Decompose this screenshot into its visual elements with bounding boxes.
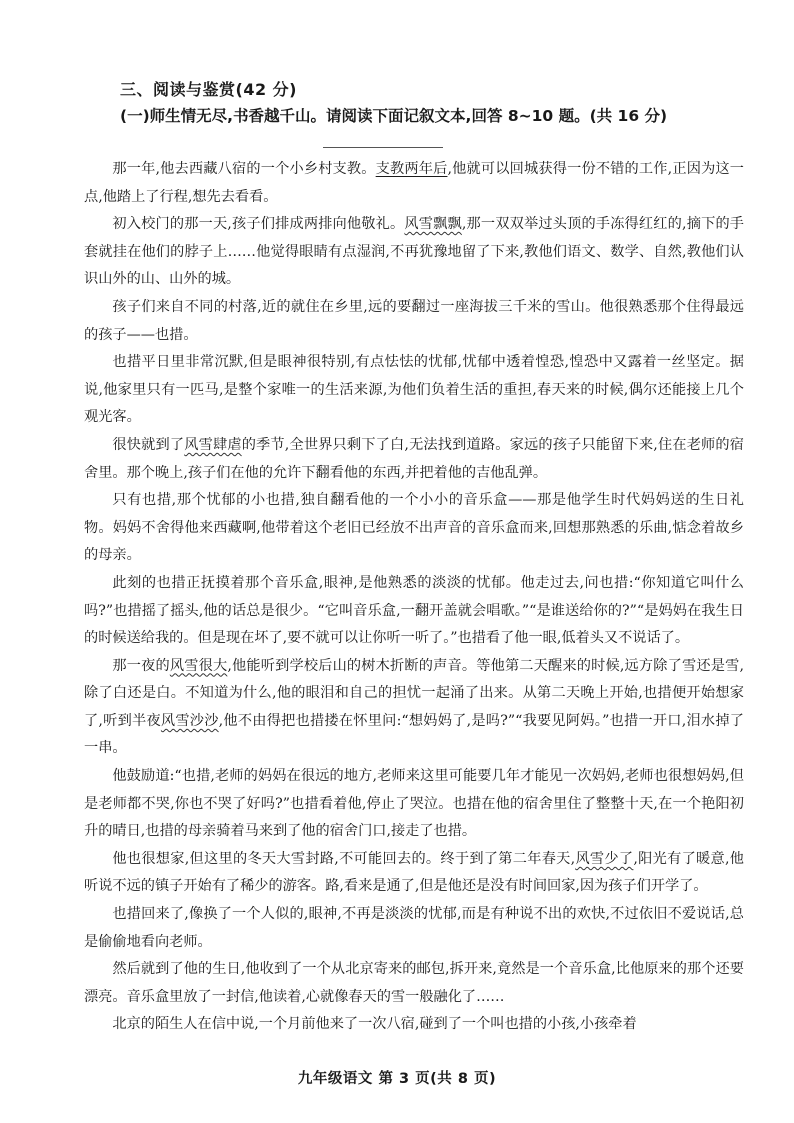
section-title: 三、阅读与鉴赏(42 分)	[120, 80, 297, 99]
text-run: ,那一双双举过头顶的手冻得红红的,摘下的手套就挂在他们的脖子上……他觉得眼睛有点湿润,不再犹豫地留了下来,教他们语文、数学、自然,教他们认识山外的山、山外的城。	[84, 216, 744, 288]
text-run: 初入校门的那一天,孩子们排成两排向他敬礼。	[112, 216, 405, 233]
wavy-underlined-phrase: 风雪少了	[575, 850, 634, 867]
text-run: 那一夜的	[112, 657, 170, 674]
paragraph-8	[84, 653, 744, 763]
text-run: ,阳光有了暖意,他听说不远的镇子开始有了稀少的游客。路,看来是通了,但是他还是没有时间回家,因为孩子们开学了。	[84, 850, 744, 895]
paragraph-10	[84, 846, 744, 901]
underlined-phrase: 支教两年后	[375, 161, 448, 177]
text-run: 他也很想家,但这里的冬天大雪封路,不可能回去的。终于到了第二年春天,	[112, 850, 576, 867]
wavy-underlined-phrase: 风雪肆虐	[184, 436, 242, 453]
passage	[84, 156, 744, 1039]
page-footer: 九年级语文 第 3 页(共 8 页)	[297, 1071, 497, 1087]
text-run: 的季节,全世界只剩下了白,无法找到道路。家远的孩子只能留下来,住在老师的宿舍里。那个晚上,孩子们在他的允许下翻看他的东西,并把着他的吉他乱弹。	[84, 436, 744, 481]
paragraph-9: 他鼓励道:“也措,老师的妈妈在很远的地方,老师来这里可能要几年才能见一次妈妈,老师也很想妈妈,但是老师都不哭,你也不哭了好吗?”也措看着他,停止了哭泣。也措在他的宿舍里住了整整十天,在一个艳阳初升的晴日,也措的母亲骑着马来到了他的宿舍门口,接走了也措。	[84, 768, 744, 840]
paragraph-1	[84, 156, 744, 211]
paragraph-2	[84, 211, 744, 294]
text-run: 那一年,他去西藏八宿的一个小乡村支教。	[112, 161, 376, 177]
paragraph-13: 北京的陌生人在信中说,一个月前他来了一次八宿,碰到了一个叫也措的小孩,小孩牵着	[112, 1016, 637, 1033]
text-run: ,他就可以回城获得一份不错的工作,正因为这一点,他踏上了行程,想先去看看。	[84, 161, 744, 205]
paragraph-4: 也措平日里非常沉默,但是眼神很特别,有点怯怯的忧郁,忧郁中透着惶恐,惶恐中又露着一丝坚定。据说,他家里只有一匹马,是整个家唯一的生活来源,为他们负着生活的重担,春天来的时候,偶尔还能接上几个观光客。	[84, 354, 744, 426]
title-divider	[323, 147, 443, 148]
paragraph-11: 也措回来了,像换了一个人似的,眼神,不再是淡淡的忧郁,而是有种说不出的欢快,不过依旧不爱说话,总是偷偷地看向老师。	[84, 906, 744, 950]
text-run: 很快就到了	[112, 436, 185, 453]
text-run: ,他不由得把也措搂在怀里问:“想妈妈了,是吗?”“我要见阿妈。”也措一开口,泪水掉了一串。	[84, 712, 744, 757]
paragraph-6: 只有也措,那个忧郁的小也措,独自翻看他的一个小小的音乐盒——那是他学生时代妈妈送的生日礼物。妈妈不舍得他来西藏啊,他带着这个老旧已经放不出声音的音乐盒而来,回想那熟悉的乐曲,惦念着故乡的母亲。	[84, 492, 744, 564]
wavy-underlined-phrase: 风雪飘飘	[404, 216, 462, 233]
paragraph-3: 孩子们来自不同的村落,近的就住在乡里,远的要翻过一座海拔三千米的雪山。他很熟悉那个住得最远的孩子——也措。	[84, 298, 744, 343]
text-run: ,他能听到学校后山的树木折断的声音。等他第二天醒来的时候,远方除了雪还是雪,除了白还是白。不知道为什么,他的眼泪和自己的担忧一起涌了出来。从第二天晚上开始,也措便开始想家了,听到半夜	[84, 657, 744, 729]
question-intro: (一)师生情无尽,书香越千山。请阅读下面记叙文本,回答 8~10 题。(共 16 分)	[120, 107, 668, 125]
paragraph-7: 此刻的也措正抚摸着那个音乐盒,眼神,是他熟悉的淡淡的忧郁。他走过去,问也措:“你知道它叫什么吗?”也措摇了摇头,他的话总是很少。“它叫音乐盒,一翻开盖就会唱歌。”“是谁送给你的?”“是妈妈在我生日的时候送给我的。但是现在坏了,要不就可以让你听一听了。”也措看了他一眼,低着头又不说话了。	[84, 574, 744, 647]
paragraph-12: 然后就到了他的生日,他收到了一个从北京寄来的邮包,拆开来,竟然是一个音乐盒,比他原来的那个还要漂亮。音乐盒里放了一封信,他读着,心就像春天的雪一般融化了……	[84, 961, 744, 1005]
paragraph-5	[84, 432, 744, 487]
wavy-underlined-phrase: 风雪沙沙	[160, 712, 219, 729]
wavy-underlined-phrase: 风雪很大	[169, 657, 228, 674]
